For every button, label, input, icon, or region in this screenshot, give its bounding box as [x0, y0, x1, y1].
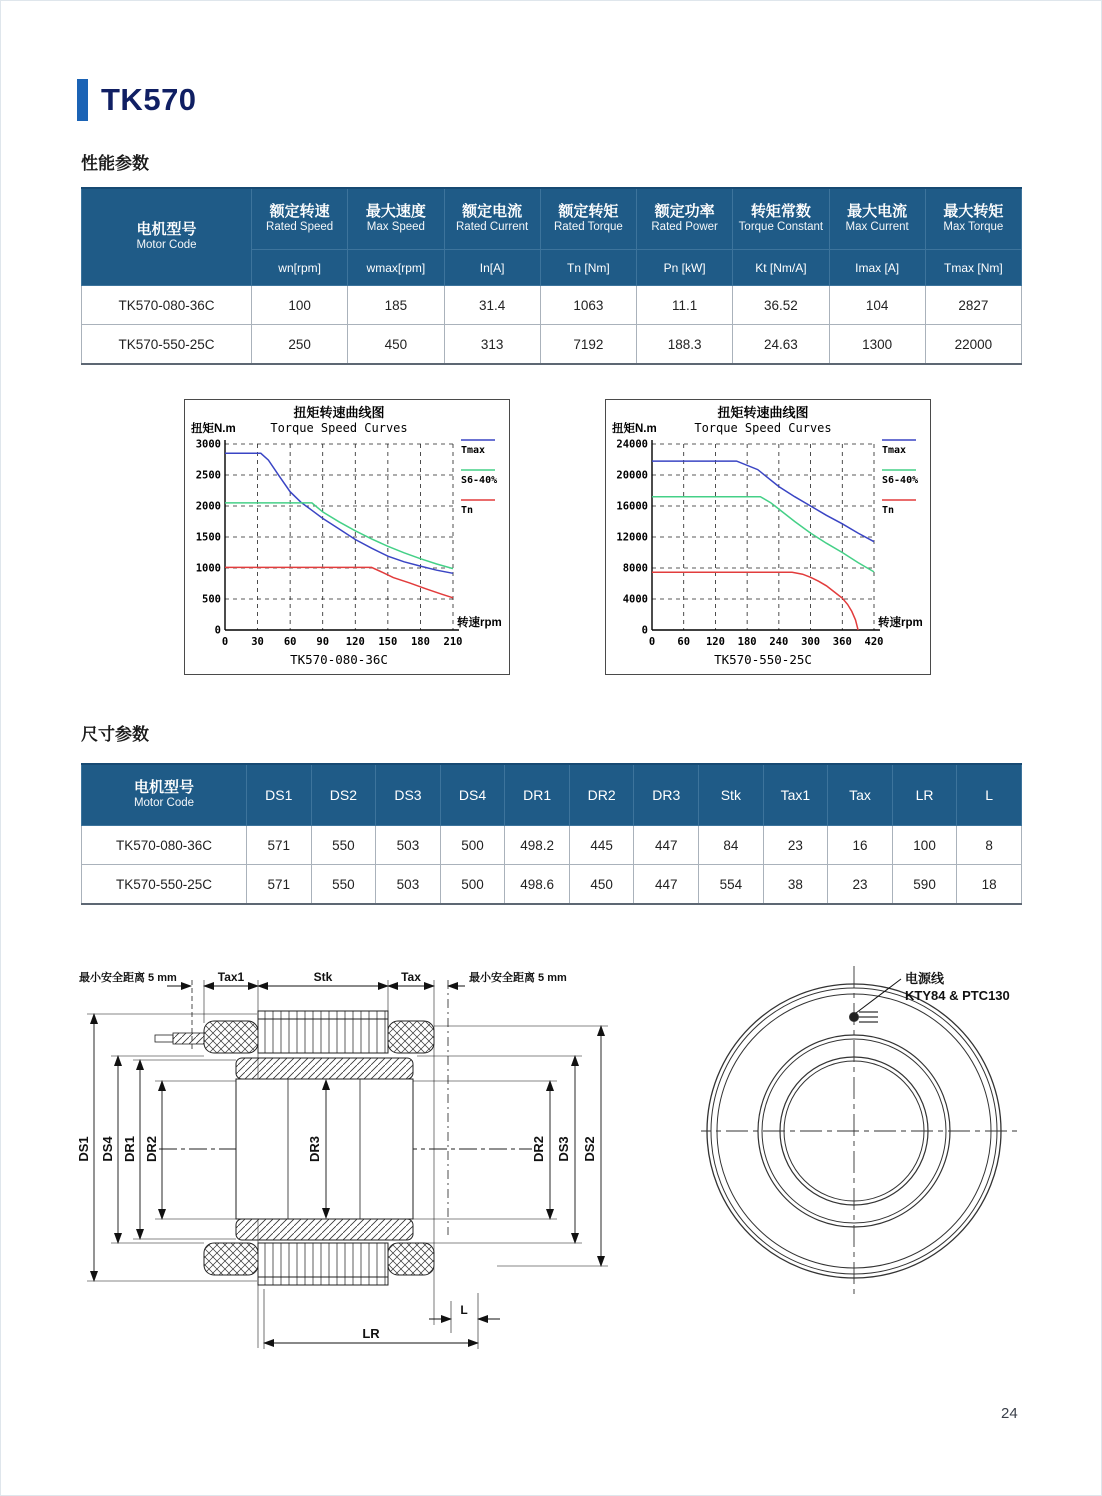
- legend-label: Tn: [882, 505, 895, 516]
- legend-label: Tn: [461, 505, 474, 516]
- y-axis-label: 扭矩N.m: [612, 423, 657, 435]
- dimension-header-row: [82, 764, 1022, 826]
- value-cell: 590: [892, 865, 957, 905]
- y-tick-label: 20000: [616, 469, 648, 482]
- safety-distance-right-label: 最小安全距离 5 mm: [469, 972, 567, 984]
- y-tick-label: 2000: [195, 500, 221, 513]
- motor-code-header: [82, 188, 252, 286]
- column-header: Tax: [828, 764, 893, 826]
- column-header: DR2: [569, 764, 634, 826]
- y-tick-label: 4000: [622, 593, 648, 606]
- header-zh: 最大速度: [365, 202, 426, 220]
- table-row: [82, 826, 1022, 865]
- value-cell: 100: [892, 826, 957, 865]
- y-tick-label: 0: [214, 624, 221, 637]
- dr2-left-label: DR2: [144, 1135, 159, 1163]
- dr2-right-label: DR2: [531, 1135, 546, 1163]
- series-Tmax: [652, 461, 874, 542]
- value-cell: 447: [634, 826, 699, 865]
- value-cell: 498.6: [505, 865, 570, 905]
- y-tick-label: 1000: [195, 562, 221, 575]
- value-cell: 571: [247, 865, 312, 905]
- cable-label: [905, 971, 1010, 1003]
- header-zh: 转矩常数: [750, 202, 811, 220]
- x-tick-label: 360: [832, 636, 852, 648]
- x-tick-label: 180: [737, 636, 757, 648]
- value-cell: 2827: [925, 286, 1021, 325]
- header-en: Motor Code: [133, 797, 195, 810]
- value-cell: 498.2: [505, 826, 570, 865]
- page-number: 24: [1001, 1405, 1018, 1422]
- y-tick-label: 3000: [195, 438, 221, 451]
- column-header: [733, 188, 829, 250]
- title-block: [77, 79, 197, 121]
- header-zh: 电机型号: [133, 778, 194, 796]
- value-cell: 11.1: [637, 286, 733, 325]
- x-tick-label: 0: [648, 636, 656, 648]
- section-heading-performance: 性能参数: [81, 154, 149, 173]
- motor-code-cell: TK570-550-25C: [82, 865, 247, 905]
- x-tick-label: 30: [251, 636, 264, 648]
- value-cell: 24.63: [733, 325, 829, 365]
- value-cell: 313: [444, 325, 540, 365]
- value-cell: 503: [376, 865, 441, 905]
- dr3-label: DR3: [307, 1135, 322, 1163]
- motor-end-view-drawing: [701, 953, 1081, 1302]
- series-Tmax: [225, 453, 453, 573]
- value-cell: 554: [699, 865, 764, 905]
- header-zh: 最大电流: [847, 202, 908, 220]
- header-en: Torque Constant: [738, 221, 824, 234]
- motor-code-cell: TK570-080-36C: [82, 286, 252, 325]
- ds1-label: DS1: [77, 1136, 91, 1162]
- value-cell: 500: [440, 826, 505, 865]
- ds2-label: DS2: [582, 1136, 597, 1162]
- value-cell: 445: [569, 826, 634, 865]
- safety-distance-left-label: 最小安全距离 5 mm: [79, 972, 177, 984]
- motor-code-header: [82, 764, 247, 826]
- value-cell: 503: [376, 826, 441, 865]
- unit-header: Tmax [Nm]: [925, 250, 1021, 286]
- value-cell: 188.3: [637, 325, 733, 365]
- x-tick-label: 60: [283, 636, 297, 648]
- x-tick-label: 180: [410, 636, 430, 648]
- section-heading-dimensions: 尺寸参数: [81, 725, 149, 744]
- value-cell: 185: [348, 286, 444, 325]
- x-tick-label: 240: [769, 636, 789, 648]
- column-header: DS4: [440, 764, 505, 826]
- tax1-label: Tax1: [217, 970, 245, 984]
- header-en: Rated Speed: [266, 221, 334, 234]
- x-axis-label: 转速rpm: [457, 617, 502, 629]
- torque-speed-curve-svg: [606, 400, 928, 672]
- unit-header: wmax[rpm]: [348, 250, 444, 286]
- cable-label-line1: 电源线: [905, 971, 945, 986]
- legend-label: Tmax: [882, 445, 907, 456]
- value-cell: 550: [311, 826, 376, 865]
- y-tick-label: 1500: [195, 531, 221, 544]
- y-tick-label: 12000: [616, 531, 648, 544]
- column-header: DS2: [311, 764, 376, 826]
- column-header: [444, 188, 540, 250]
- column-header: [925, 188, 1021, 250]
- column-header: DR3: [634, 764, 699, 826]
- chart-title-zh: 扭矩转速曲线图: [293, 405, 385, 420]
- table-row: [82, 865, 1022, 905]
- column-header: [348, 188, 444, 250]
- ds4-label: DS4: [100, 1136, 115, 1162]
- value-cell: 36.52: [733, 286, 829, 325]
- header-en: Max Current: [845, 221, 909, 234]
- unit-header: In[A]: [444, 250, 540, 286]
- legend-label: S6-40%: [882, 475, 919, 486]
- header-zh: 最大转矩: [943, 202, 1004, 220]
- header-en: Max Speed: [366, 221, 425, 234]
- column-header: DR1: [505, 764, 570, 826]
- header-zh: 额定功率: [654, 202, 715, 220]
- x-tick-label: 420: [864, 636, 884, 648]
- header-en: Rated Torque: [553, 221, 623, 234]
- l-label: L: [460, 1303, 468, 1317]
- unit-header: Tn [Nm]: [540, 250, 636, 286]
- series-S6-40%: [225, 503, 453, 569]
- y-tick-label: 24000: [616, 438, 648, 451]
- y-tick-label: 16000: [616, 500, 648, 513]
- unit-header: Pn [kW]: [637, 250, 733, 286]
- x-axis-label: 转速rpm: [878, 617, 923, 629]
- motor-code-cell: TK570-080-36C: [82, 826, 247, 865]
- unit-header: wn[rpm]: [252, 250, 348, 286]
- column-header: [829, 188, 925, 250]
- dr1-label: DR1: [122, 1135, 137, 1163]
- value-cell: 23: [763, 826, 828, 865]
- column-header: Stk: [699, 764, 764, 826]
- performance-header-row: [82, 188, 1022, 250]
- header-zh: 额定转矩: [558, 202, 619, 220]
- title-accent-bar: [77, 79, 88, 121]
- value-cell: 31.4: [444, 286, 540, 325]
- header-en: Rated Current: [456, 221, 529, 234]
- x-tick-label: 210: [443, 636, 463, 648]
- value-cell: 18: [957, 865, 1022, 905]
- unit-header: Kt [Nm/A]: [733, 250, 829, 286]
- chart-caption: TK570-080-36C: [290, 652, 388, 667]
- column-header: LR: [892, 764, 957, 826]
- value-cell: 100: [252, 286, 348, 325]
- table-row: [82, 325, 1022, 365]
- torque-speed-chart-080-36C: [184, 399, 510, 675]
- value-cell: 22000: [925, 325, 1021, 365]
- value-cell: 1063: [540, 286, 636, 325]
- value-cell: 84: [699, 826, 764, 865]
- chart-title-zh: 扭矩转速曲线图: [717, 405, 809, 420]
- x-tick-label: 60: [677, 636, 691, 648]
- torque-speed-chart-550-25C: [605, 399, 931, 675]
- value-cell: 571: [247, 826, 312, 865]
- column-header: [252, 188, 348, 250]
- ds3-label: DS3: [556, 1136, 571, 1162]
- table-row: [82, 286, 1022, 325]
- cable-label-line2: KTY84 & PTC130: [905, 988, 1010, 1003]
- value-cell: 38: [763, 865, 828, 905]
- header-zh: 额定电流: [462, 202, 523, 220]
- x-tick-label: 300: [801, 636, 821, 648]
- x-tick-label: 0: [221, 636, 229, 648]
- dimension-table: [81, 763, 1022, 905]
- value-cell: 500: [440, 865, 505, 905]
- value-cell: 23: [828, 865, 893, 905]
- header-en: Rated Power: [651, 221, 718, 234]
- y-tick-label: 0: [641, 624, 648, 637]
- y-tick-label: 2500: [195, 469, 221, 482]
- series-Tn: [652, 572, 858, 630]
- chart-title-en: Torque Speed Curves: [270, 421, 408, 435]
- column-header: [637, 188, 733, 250]
- motor-cross-section-drawing: [77, 953, 697, 1358]
- value-cell: 550: [311, 865, 376, 905]
- value-cell: 16: [828, 826, 893, 865]
- y-tick-label: 500: [202, 593, 221, 606]
- chart-title-en: Torque Speed Curves: [694, 421, 832, 435]
- x-tick-label: 120: [345, 636, 365, 648]
- value-cell: 250: [252, 325, 348, 365]
- x-tick-label: 150: [378, 636, 398, 648]
- series-S6-40%: [652, 497, 874, 572]
- header-zh: 额定转速: [269, 202, 330, 220]
- value-cell: 8: [957, 826, 1022, 865]
- performance-table: [81, 187, 1022, 365]
- y-axis-label: 扭矩N.m: [191, 423, 236, 435]
- value-cell: 450: [348, 325, 444, 365]
- column-header: L: [957, 764, 1022, 826]
- header-en: Motor Code: [136, 239, 197, 252]
- x-tick-label: 120: [705, 636, 725, 648]
- header-en: Max Torque: [943, 221, 1004, 234]
- value-cell: 1300: [829, 325, 925, 365]
- header-zh: 电机型号: [136, 220, 197, 238]
- value-cell: 450: [569, 865, 634, 905]
- unit-header: Imax [A]: [829, 250, 925, 286]
- value-cell: 7192: [540, 325, 636, 365]
- motor-code-cell: TK570-550-25C: [82, 325, 252, 365]
- y-tick-label: 8000: [622, 562, 648, 575]
- column-header: DS1: [247, 764, 312, 826]
- series-Tn: [225, 567, 453, 597]
- value-cell: 447: [634, 865, 699, 905]
- x-tick-label: 90: [316, 636, 330, 648]
- value-cell: 104: [829, 286, 925, 325]
- column-header: DS3: [376, 764, 441, 826]
- cross-section-geometry: [155, 980, 532, 1348]
- tax-label: Tax: [401, 970, 421, 984]
- legend-label: S6-40%: [461, 475, 498, 486]
- page-title: TK570: [101, 82, 197, 117]
- stk-label: Stk: [313, 970, 333, 984]
- torque-speed-curve-svg: [185, 400, 507, 672]
- chart-caption: TK570-550-25C: [714, 652, 812, 667]
- column-header: Tax1: [763, 764, 828, 826]
- column-header: [540, 188, 636, 250]
- legend-label: Tmax: [461, 445, 486, 456]
- end-view-geometry: [701, 966, 1019, 1296]
- lr-label: LR: [362, 1326, 380, 1341]
